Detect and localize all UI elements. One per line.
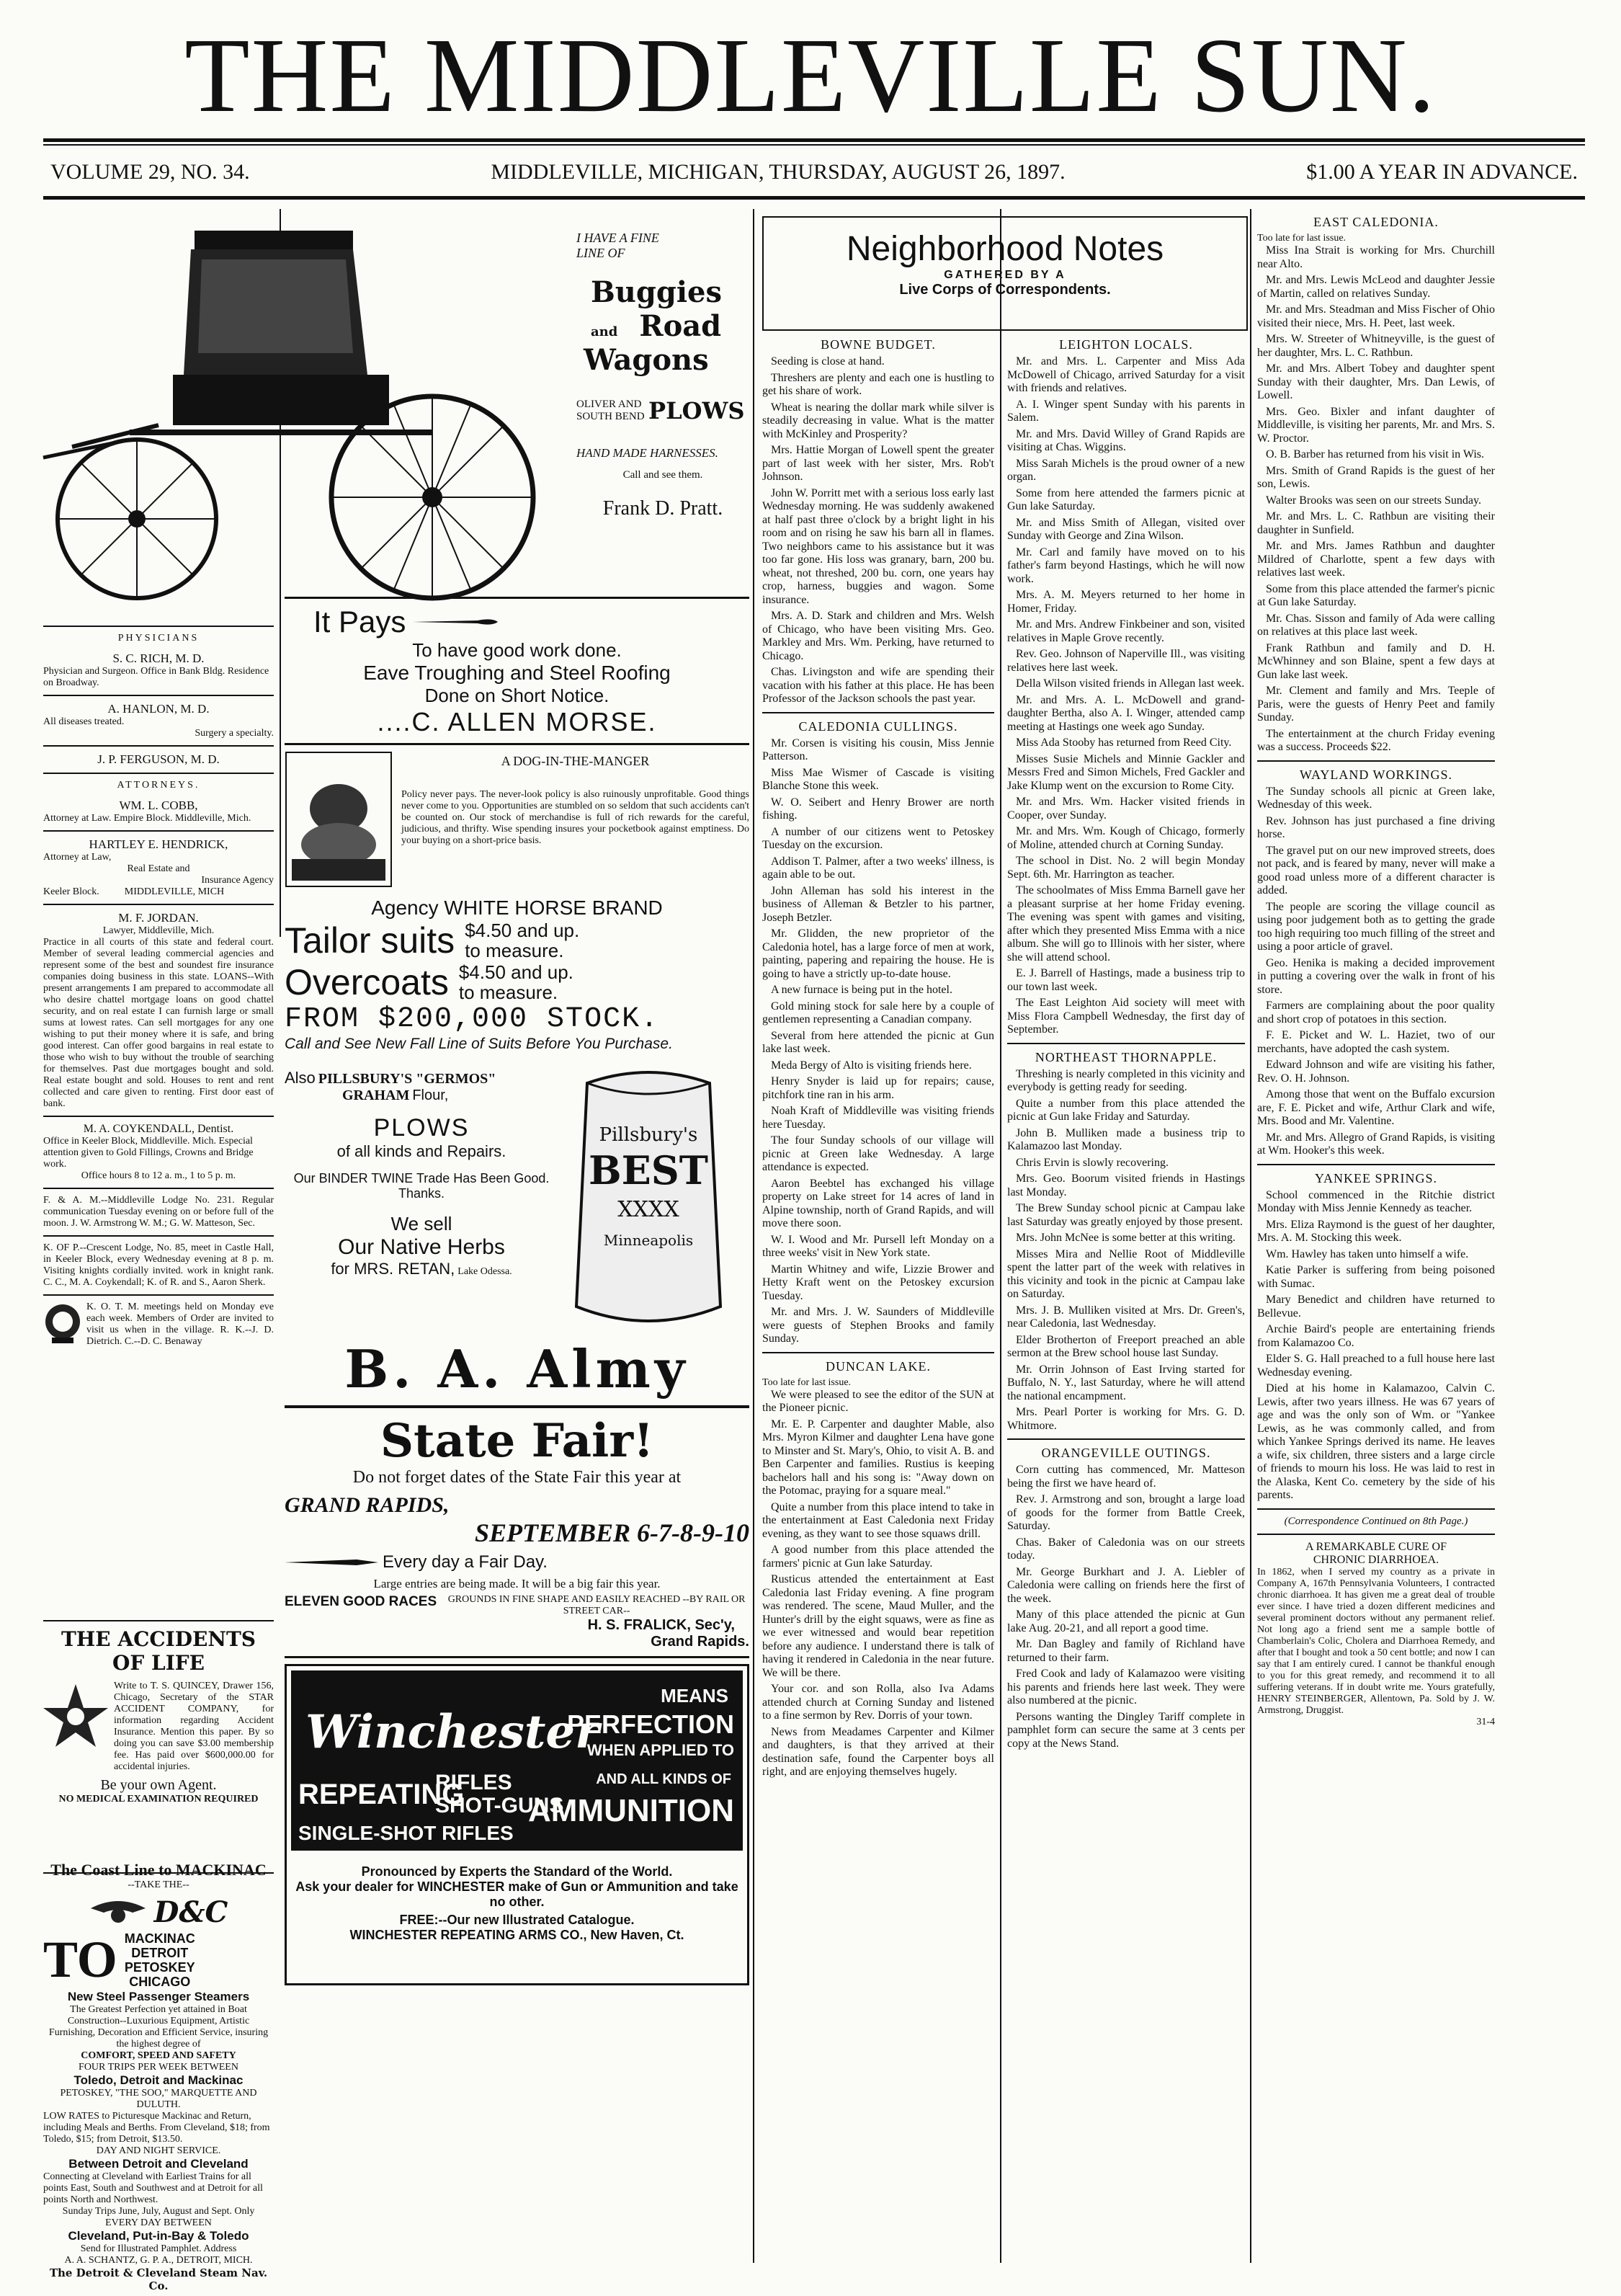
news-item: O. B. Barber has returned from his visit in Wis.: [1266, 448, 1485, 460]
news-item: Mr. and Mrs. Steadman and Miss Fischer of Ohio visited their niece, Mrs. H. Peet, last week.: [1257, 303, 1495, 329]
herbs-for: for MRS. RETAN,: [331, 1260, 455, 1278]
jordan-sub: Lawyer, Middleville, Mich.: [102, 925, 215, 936]
news-item: The school in Dist. No. 2 will begin Monday Sept. 6th. Mr. Harrington as teacher.: [1007, 855, 1245, 881]
news-item: Misses Mira and Nellie Root of Middleville spent the latter part of the week with relatives in this vicinity and took in the picnic at Campau lake on Saturday.: [1007, 1247, 1245, 1300]
duncan-items: [762, 1389, 994, 1779]
jordan-text: Practice in all courts of this state and federal court. Member of several leading commercial agencies and represent some of the best and soundest fire insurance companies doing business in this state. LOANS--With present arrangements I am prepared to accommodate all who desire chattel mortgage loans on good chattel security, and on real estate I can furnish large or small sums at lowest rates. Can sell mortgages for any one wishing to put their money where it is safe, and bring good interest. Can offer good bargains in real estate to those who wish to buy without the trouble of searching for themselves. Past due mortgages bought and sold. Real estate bought and sold. Houses to rent and rent collected and care given to renting. First door east of bank.: [43, 937, 274, 1109]
mackinac-day-night: DAY AND NIGHT SERVICE.: [96, 2145, 221, 2156]
news-item: Fred Cook and lady of Kalamazoo were visiting his parents and friends here last week. They were also numbered at the picnic.: [1007, 1668, 1245, 1707]
wayland-head: WAYLAND WORKINGS.: [1299, 767, 1452, 782]
fair-races: ELEVEN GOOD RACES: [285, 1594, 437, 1609]
ferguson-name: J. P. FERGUSON, M. D.: [97, 752, 220, 766]
accidents-footer: NO MEDICAL EXAMINATION REQUIRED: [58, 1794, 259, 1805]
mackinac-route2: Between Detroit and Cleveland: [68, 2157, 249, 2171]
hendrick-text2: Real Estate and: [127, 863, 190, 874]
morse-name: ....C. ALLEN MORSE.: [377, 707, 657, 737]
pratt-wagons: Wagons: [584, 343, 709, 377]
winchester-banner: [291, 1670, 743, 1851]
mackinac-send: Send for Illustrated Pamphlet. Address: [80, 2243, 237, 2254]
state-fair-ad: [285, 1414, 749, 1650]
news-item: The gravel put on our new improved streets, does not pack, and is feared by many, never will make a good road unless more of a different character is added.: [1257, 844, 1495, 896]
neighborhood-sub1: GATHERED BY A: [944, 269, 1066, 281]
neighborhood-title: Neighborhood Notes: [846, 230, 1164, 268]
hanlon-text2: Surgery a specialty.: [195, 728, 274, 739]
overcoats: Overcoats: [285, 962, 449, 1002]
mackinac-title-text: The Coast Line to MACKINAC: [50, 1861, 267, 1879]
news-item: School commenced in the Ritchie district Monday with Miss Jennie Kennedy as teacher.: [1257, 1188, 1495, 1214]
physicians-head: PHYSICIANS: [117, 633, 200, 644]
herbs-place: Lake Odessa.: [457, 1266, 512, 1277]
winchester-applied: WHEN APPLIED TO: [586, 1741, 734, 1759]
pratt-plows1: OLIVER AND: [576, 399, 642, 410]
news-item: A number of our citizens went to Petoskey Tuesday on the excursion.: [762, 825, 994, 851]
column-rule: [1250, 209, 1251, 2263]
news-item: Wheat is nearing the dollar mark while silver is steadily decreasing in value. What is the matter with McKinley and Prosperity?: [762, 401, 994, 440]
rich-name: S. C. RICH, M. D.: [112, 651, 205, 665]
pratt-and: and: [591, 324, 618, 339]
mason-text: F. & A. M.--Middleville Lodge No. 231. Regular communication Tuesday evening on or before full of the moon. J. W. Armstrong W. M.; G. W. Matteson, Sec.: [43, 1195, 274, 1229]
news-item: Some from here attended the farmers picnic at Gun lake Saturday.: [1007, 486, 1245, 512]
news-item: Martin Whitney and wife, Lizzie Brower and Hetty Kraft went on the Petoskey excursion Tuesday.: [762, 1263, 994, 1302]
pratt-name: Frank D. Pratt.: [602, 497, 723, 520]
hendrick-text3: Insurance Agency: [201, 875, 274, 886]
news-item: The schoolmates of Miss Emma Barnell gave her a pleasant surprise at her home Friday evening. The evening was spent with games and visiting, after which they presented Miss Emma with a nice album. She will go to Illinois with her sister, where she will attend school.: [1007, 884, 1245, 964]
mackinac-trips: FOUR TRIPS PER WEEK BETWEEN: [79, 2062, 238, 2073]
news-item: Mr. Clement and family and Mrs. Teeple of Paris, were the guests of Henry Peet and family Sunday.: [1257, 685, 1495, 724]
duncan-sub: Too late for last issue.: [762, 1376, 852, 1388]
news-item: Farmers are complaining about the poor quality and short crop of potatoes in this section.: [1257, 1000, 1495, 1025]
place-date: MIDDLEVILLE, MICHIGAN, THURSDAY, AUGUST 26, 1897.: [491, 160, 1066, 184]
fair-dates: SEPTEMBER 6-7-8-9-10: [474, 1518, 749, 1547]
column-3: [762, 332, 994, 2270]
fair-city: GRAND RAPIDS,: [285, 1493, 450, 1517]
remedy-text: In 1862, when I served my country as a private in Company A, 167th Pennsylvania Volunteers, I contracted chronic diarrhoea. It has given me a great deal of trouble ever since. I have tried a dozen different medicines and several prominent doctors without any permanent relief. Not long ago a friend sent me a sample bottle of Chamberlain's Colic, Cholera and Diarrhoea Remedy, and after that I bought and took a 50 cent bottle; and now I can say that I am entirely cured. I cannot be thankful enough to you for this great remedy, and recommend it to all suffering veterans. If in doubt write me. Yours gratefully, HENRY STEINBERGER, Allentown, Pa. Sold by J. W. Armstrong, Druggist.: [1257, 1566, 1495, 1716]
news-item: Mr. and Mrs. James Rathbun and daughter Mildred of Charlotte, spent a few days with relatives last week.: [1257, 540, 1495, 579]
winchester-perfection: PERFECTION: [566, 1709, 734, 1739]
news-item: A good number from this place attended the farmers' picnic at Gun lake Saturday.: [762, 1544, 994, 1570]
news-item: Mrs. A. M. Meyers returned to her home in Homer, Friday.: [1007, 589, 1245, 615]
pratt-line1: I HAVE A FINE: [576, 231, 659, 245]
news-item: Chris Ervin is slowly recovering.: [1016, 1156, 1169, 1169]
news-item: Miss Mae Wismer of Cascade is visiting Blanche Stone this week.: [762, 766, 994, 792]
column-rule: [753, 209, 754, 2263]
we-sell: We sell: [390, 1213, 452, 1234]
winchester-rifles: RIFLES: [435, 1771, 512, 1794]
news-item: Mr. E. P. Carpenter and daughter Mable, also Mrs. Myron Kilmer and daughter Lena have gone to Minster and St. Mary's, Ohio, to visit A. B. and Ben Carpenter and families. Rustius is keeping bachelors hall and his song is: "Away down on the Potomac, praying for a square meal.": [762, 1418, 994, 1497]
east-sub: Too late for last issue.: [1257, 233, 1347, 244]
price: $1.00 A YEAR IN ADVANCE.: [1306, 160, 1578, 184]
mackinac-route2-text: Connecting at Cleveland with Earliest Trains for all points East, South and Southwest and at Detroit for all points North and Northwest.: [43, 2171, 263, 2205]
mackinac-take: --TAKE THE--: [128, 1879, 189, 1890]
remedy-head1: A REMARKABLE CURE OF: [1305, 1540, 1447, 1553]
news-item: Mr. and Miss Smith of Allegan, visited over Sunday with George and Zina Wilson.: [1007, 516, 1245, 542]
flour: Flour,: [412, 1087, 449, 1103]
news-item: Mrs. Eliza Raymond is the guest of her daughter, Mrs. A. M. Stocking this week.: [1257, 1218, 1495, 1244]
news-item: Rev. Geo. Johnson of Naperville Ill., was visiting relatives here last week.: [1007, 648, 1245, 674]
news-item: The Brew Sunday school picnic at Campau lake last Saturday was greatly enjoyed by those present.: [1007, 1202, 1245, 1228]
hendrick-name: HARTLEY E. HENDRICK,: [89, 837, 228, 851]
almy-ad: [285, 751, 749, 1400]
pratt-call: Call and see them.: [622, 469, 703, 481]
mackinac-comfort: COMFORT, SPEED AND SAFETY: [81, 2050, 236, 2061]
morse-line1: To have good work done.: [412, 639, 622, 661]
winchester-brand: Winchester: [305, 1705, 599, 1759]
news-item: Mrs. Pearl Porter is working for Mrs. G. D. Whitmore.: [1007, 1406, 1245, 1432]
fair-grounds: GROUNDS IN FINE SHAPE AND EASILY REACHED --BY RAIL OR STREET CAR--: [447, 1594, 746, 1616]
news-item: Mr. and Mrs. David Willey of Grand Rapids are visiting at Chas. Wiggins.: [1007, 427, 1245, 453]
plows: PLOWS: [373, 1114, 470, 1142]
news-item: Seeding is close at hand.: [771, 355, 885, 368]
hendrick-text1: Attorney at Law,: [43, 852, 112, 863]
news-item: Mrs. Hattie Morgan of Lowell spent the greater part of last week with her sister, Mrs. Rob't Johnson.: [762, 444, 994, 483]
news-item: Archie Baird's people are entertaining friends from Kalamazoo Co.: [1257, 1323, 1495, 1349]
winchester-means: MEANS: [661, 1685, 728, 1707]
flour-sack-illustration: [566, 1062, 731, 1335]
tailor: Tailor suits: [285, 920, 455, 961]
winchester-shotguns: SHOT-GUNS: [435, 1794, 564, 1817]
business-directory: [43, 620, 274, 1614]
dateline: [50, 160, 1578, 189]
accidents-title: THE ACCIDENTS OF LIFE: [61, 1627, 256, 1675]
neighborhood-header: [762, 216, 1248, 331]
binder: Our BINDER TWINE Trade Has Been Good. Thanks.: [293, 1171, 550, 1201]
neighborhood-sub2: Live Corps of Correspondents.: [899, 282, 1111, 298]
duncan-head: DUNCAN LAKE.: [826, 1358, 931, 1374]
news-item: W. I. Wood and Mr. Pursell left Monday on a three weeks' visit in New York state.: [762, 1233, 994, 1259]
dog-illustration: [285, 751, 393, 888]
winchester-single: SINGLE-SHOT RIFLES: [298, 1822, 514, 1844]
agency: Agency WHITE HORSE BRAND: [371, 896, 663, 919]
news-item: Mr. and Mrs. Wm. Kough of Chicago, formerly of Moline, attended church at Corning Sunday.: [1007, 825, 1245, 851]
masthead: THE MIDDLEVILLE SUN.: [184, 17, 1437, 135]
leighton-items: [1007, 355, 1245, 1037]
herbs: Our Native Herbs: [338, 1235, 505, 1259]
coykendall-name: M. A. COYKENDALL, Dentist.: [83, 1123, 234, 1135]
morse-ad: [285, 605, 749, 737]
caledonia-items: [762, 737, 994, 1346]
winchester-ammunition: AMMUNITION: [528, 1793, 734, 1828]
winchester-all-kinds: AND ALL KINDS OF: [596, 1771, 731, 1787]
news-item: Rusticus attended the entertainment at East Caledonia last Friday evening. A fine program was rendered. The scene, Maud Muller, and the Hunter's drill by the eight squaws, were as fine as we ever witnessed and would bear repetition before any audience. I understand there is talk of having it rendered in Caledonia in the near future. We will be there.: [762, 1573, 994, 1679]
hanlon-text: All diseases treated.: [43, 716, 125, 727]
news-item: Miss Ada Stooby has returned from Reed City.: [1016, 737, 1232, 749]
news-item: News from Meadames Carpenter and Kilmer and daughters, is that they arrived at their destination safe, found the Carpenter boys all right, and are enjoying themselves hugely.: [762, 1725, 994, 1778]
news-item: F. E. Picket and W. L. Haziet, two of our merchants, have adopted the cash system.: [1257, 1029, 1495, 1055]
coykendall-text: Office in Keeler Block, Middleville. Mich. Especial attention given to Gold Fillings, Crowns and Bridge work.: [43, 1136, 254, 1170]
news-item: The people are scoring the village council as using poor judgement both as to getting the grade too high requiring too much filling of the street and using a poor article of gravel.: [1257, 900, 1495, 953]
news-item: Della Wilson visited friends in Allegan last week.: [1016, 677, 1245, 690]
caledonia-head: CALEDONIA CULLINGS.: [798, 718, 958, 734]
kotm-text: K. O. T. M. meetings held on Monday eve each week. Members of Order are invited to visit us when in the village. R. K.--J. D. Dietrich. C.--D. C. Benaway: [86, 1301, 274, 1347]
news-item: A. I. Winger spent Sunday with his parents in Salem.: [1007, 398, 1245, 424]
mackinac-to: TO: [43, 1931, 117, 1988]
news-item: John B. Mulliken made a business trip to Kalamazoo last Monday.: [1007, 1126, 1245, 1152]
news-item: Threshers are plenty and each one is hustling to get his share of work.: [762, 371, 994, 397]
orangeville-items: [1007, 1464, 1245, 1750]
winchester-pronounced: Pronounced by Experts the Standard of the World.: [361, 1864, 673, 1879]
news-item: Chas. Baker of Caledonia was on our streets today.: [1007, 1536, 1245, 1562]
pillsbury: PILLSBURY'S "GERMOS": [318, 1071, 496, 1087]
news-item: Some from this place attended the farmer's picnic at Gun lake Saturday.: [1257, 582, 1495, 608]
pratt-plows-word: PLOWS: [648, 397, 745, 424]
mackinac-route1-sub: PETOSKEY, "THE SOO," MARQUETTE AND DULUTH.: [60, 2088, 257, 2110]
mackinac-dest1: MACKINAC: [124, 1931, 195, 1946]
news-item: Elder Brotherton of Freeport preached an able sermon at the Brew school house last Sunday.: [1007, 1333, 1245, 1359]
accidents-text: Write to T. S. QUINCEY, Drawer 156, Chicago, Secretary of the STAR ACCIDENT COMPANY, for information regarding Accident Insurance. Mention this paper. By so doing you can save $3.00 membership fee. Has paid over $600,000.00 for accidental injuries.: [114, 1681, 274, 1772]
east-head: EAST CALEDONIA.: [1313, 215, 1439, 229]
buggy-illustration: [29, 209, 548, 613]
morse-line3: Done on Short Notice.: [424, 685, 609, 706]
hendrick-text4: Keeler Block. MIDDLEVILLE, MICH: [43, 886, 225, 897]
sack-label-4: Minneapolis: [603, 1232, 694, 1249]
news-item: Died at his home in Kalamazoo, Calvin C. Lewis, after two years illness. He was 67 years of age and was the only son of Wm. or "Yankee Lewis, as he was commonly called, and from which Yankee Springs derived its name. He leaves a wife, six children, three sisters and a large circle of friends to mourn his loss. He was laid to rest in the Alaska, Kent Co. cemetery by the side of his parents.: [1257, 1382, 1495, 1501]
news-item: Among those that went on the Buffalo excursion are, F. E. Picket and wife, Arthur Clark and wife, Mrs. Bood and Mr. Valentine.: [1257, 1088, 1495, 1127]
pratt-buggies: Buggies: [591, 275, 722, 309]
column-4: [1007, 332, 1245, 2270]
news-item: Meda Bergy of Alto is visiting friends here.: [771, 1059, 972, 1072]
accidents-agent: Be your own Agent.: [100, 1777, 217, 1793]
attorneys-head: ATTORNEYS.: [117, 780, 200, 791]
remedy-head2: CHRONIC DIARRHOEA.: [1313, 1553, 1439, 1566]
sack-label-3: XXXX: [617, 1197, 679, 1222]
news-item: Mr. and Mrs. Albert Tobey and daughter spent Sunday with their daughter, Mrs. Dan Lewis, of Lowell.: [1257, 362, 1495, 401]
graham: GRAHAM: [342, 1087, 410, 1103]
news-item: Mary Benedict and children have returned to Bellevue.: [1257, 1294, 1495, 1320]
mackinac-rates: LOW RATES to Picturesque Mackinac and Return, including Meals and Berths. From Cleveland, $18; from Toledo, $15; from Detroit, $13.50.: [43, 2111, 270, 2145]
masthead-rule: [43, 138, 1585, 142]
morse-it-pays: It Pays: [313, 605, 406, 638]
overcoats-sub: to measure.: [458, 982, 558, 1003]
news-item: Mr. George Burkhart and J. A. Liebler of Caledonia were calling on friends here the first of the week.: [1007, 1565, 1245, 1605]
news-item: Geo. Henika is making a decided improvement in putting a covering over the walk in front of his store.: [1257, 956, 1495, 996]
news-item: Mr. Corsen is visiting his cousin, Miss Jennie Patterson.: [762, 737, 994, 762]
dog-head: A DOG-IN-THE-MANGER: [501, 754, 650, 768]
pratt-plows2: SOUTH BEND: [576, 411, 645, 422]
volume: VOLUME 29, NO. 34.: [50, 160, 250, 184]
sack-label-2: BEST: [589, 1147, 708, 1193]
yankee-head: YANKEE SPRINGS.: [1314, 1170, 1438, 1185]
news-item: Many of this place attended the picnic at Gun lake Aug. 20-21, and all report a good time.: [1007, 1608, 1245, 1634]
news-item: Mrs. A. D. Stark and children and Mrs. Welsh of Chicago, who have been visiting Mrs. Geo. Markley and Mrs. Wm. Perking, have returned to Chicago.: [762, 610, 994, 662]
mackinac-dest4: CHICAGO: [129, 1974, 191, 1989]
news-item: Several from here attended the picnic at Gun lake last week.: [762, 1029, 994, 1055]
mackinac-text1: The Greatest Perfection yet attained in Boat Construction--Luxurious Equipment, Artistic Furnishing, Decoration and Efficient Service, insuring the highest degree of: [48, 2004, 269, 2050]
tailor-sub: to measure.: [465, 940, 564, 961]
mackinac-ad: [43, 1861, 274, 2292]
thornapple-items: [1007, 1068, 1245, 1433]
news-item: A new furnace is being put in the hotel.: [771, 984, 952, 996]
east-items: [1257, 244, 1495, 755]
news-item: Mr. and Mrs. Andrew Finkbeiner and son, visited relatives in Maple Grove recently.: [1007, 618, 1245, 644]
news-item: Edward Johnson and wife are visiting his father, Rev. O. H. Johnson.: [1257, 1059, 1495, 1085]
sack-label-1: Pillsbury's: [599, 1124, 698, 1146]
news-item: Mr. and Mrs. A. L. McDowell and grand-daughter Bertha, also A. I. Winger, attended camp meeting at Hastings one week ago Sunday.: [1007, 693, 1245, 733]
news-item: Katie Parker is suffering from being poisoned with Sumac.: [1257, 1264, 1495, 1290]
star-emblem-icon: [43, 1681, 108, 1760]
news-item: Your cor. and son Rolla, also Iva Adams attended church at Corning Sunday and listened to a fine sermon by Rev. Dorris of your town.: [762, 1683, 994, 1722]
pointing-hand-icon: [413, 615, 499, 629]
news-item: Mr. Carl and family have moved on to his father's farm beyond Hastings, which he will now work.: [1007, 546, 1245, 585]
news-item: Mr. Orrin Johnson of East Irving started for Buffalo, N. Y., last Saturday, where he will attend the national encampment.: [1007, 1363, 1245, 1402]
winchester-company: WINCHESTER REPEATING ARMS CO., New Haven, Ct.: [349, 1928, 684, 1942]
eagle-icon: [89, 1894, 147, 1930]
news-item: Rev. Johnson has just purchased a fine driving horse.: [1257, 814, 1495, 840]
news-item: Wm. Hawley has taken unto himself a wife.: [1266, 1247, 1469, 1260]
winchester-ad: [285, 1664, 749, 1985]
news-item: Elder S. G. Hall preached to a full house here last Wednesday evening.: [1257, 1353, 1495, 1379]
bowne-head: BOWNE BUDGET.: [821, 337, 936, 352]
stock: FROM $200,000 STOCK.: [285, 1003, 660, 1036]
winchester-free: FREE:--Our new Illustrated Catalogue.: [399, 1913, 635, 1927]
news-item: Mrs. Geo. Boorum visited friends in Hastings last Monday.: [1007, 1173, 1245, 1198]
pratt-road: Road: [639, 309, 722, 343]
news-item: Mr. and Mrs. L. Carpenter and Miss Ada McDowell of Chicago, arrived Saturday for a visit with friends and relatives.: [1007, 355, 1245, 394]
news-item: Mrs. John McNee is some better at this writing.: [1016, 1232, 1236, 1244]
mackinac-dc: D&C: [153, 1895, 228, 1929]
kotm-emblem-icon: [43, 1301, 82, 1345]
mackinac-address: A. A. SCHANTZ, G. P. A., DETROIT, MICH.: [64, 2255, 253, 2266]
news-item: Rev. J. Armstrong and son, brought a large load of goods for the former from Battle Creek, Saturday.: [1007, 1493, 1245, 1532]
news-item: Mrs. W. Streeter of Whitneyville, is the guest of her daughter, Mrs. L. C. Rathbun.: [1257, 333, 1495, 359]
coykendall-hours: Office hours 8 to 12 a. m., 1 to 5 p. m.: [81, 1170, 236, 1181]
jordan-name: M. F. JORDAN.: [118, 911, 199, 925]
mackinac-route1: Toledo, Detroit and Mackinac: [73, 2073, 244, 2087]
news-item: Gold mining stock for sale here by a couple of gentlemen representing a Canadian company.: [762, 1000, 994, 1025]
news-item: John W. Porritt met with a serious loss early last Wednesday morning. He was suddenly awakened at half past three o'clock by a bright light in his room and on rising he saw his barn all in flames. Two neighbors came to his assistance but it was too far gone. His loss was granary, barn, 200 bu. wheat, not threshed, 200 bu. corn, one years hay crop, harness, buggies and wagon. Some insurance.: [762, 486, 994, 606]
cobb-name: WM. L. COBB,: [119, 798, 198, 812]
mackinac-steamers: New Steel Passenger Steamers: [67, 1990, 250, 2003]
mackinac-every-day: EVERY DAY BETWEEN: [105, 2217, 212, 2228]
news-item: Mr. and Mrs. Wm. Hacker visited friends in Cooper, over Sunday.: [1007, 796, 1245, 822]
hanlon-name: A. HANLON, M. D.: [107, 702, 210, 716]
news-item: Addison T. Palmer, after a two weeks' illness, is again able to be out.: [762, 855, 994, 881]
news-item: E. J. Barrell of Hastings, made a business trip to our town last week.: [1007, 967, 1245, 993]
news-item: Threshing is nearly completed in this vicinity and everybody is getting ready for seeding.: [1007, 1067, 1245, 1093]
dog-text: Policy never pays. The never-look policy is also ruinously unprofitable. Good things never come to you. Opportunities are stumbled on so seldom that such accidents can't be counted on. Our stock of merchandise is full of rich rewards for the careful, judicious, and thrifty. Wise spending insures your pocketbook against emptiness. Do your buying on a short-price basis.: [401, 789, 749, 846]
pratt-line2: LINE OF: [576, 246, 625, 260]
mackinac-route3: Cleveland, Put-in-Bay & Toledo: [68, 2229, 249, 2243]
column-rule: [1000, 209, 1001, 2263]
news-item: Quite a number from this place intend to take in the entertainment at East Caledonia next Friday evening, as they want to see those squaws drill.: [762, 1500, 994, 1540]
news-item: W. O. Seibert and Henry Brower are north fishing.: [762, 796, 994, 822]
cobb-text: Attorney at Law. Empire Block. Middleville, Mich.: [43, 813, 251, 824]
fair-every: Every day a Fair Day.: [383, 1552, 548, 1572]
orangeville-head: ORANGEVILLE OUTINGS.: [1041, 1446, 1211, 1460]
mackinac-dest2: DETROIT: [131, 1945, 189, 1960]
almy-name: B. A. Almy: [344, 1338, 689, 1400]
call-line: Call and See New Fall Line of Suits Before You Purchase.: [285, 1036, 673, 1052]
rich-text: Physician and Surgeon. Office in Bank Bldg. Residence on Broadway.: [43, 666, 269, 688]
fair-entries: Large entries are being made. It will be a big fair this year.: [373, 1577, 661, 1590]
news-item: The entertainment at the church Friday evening was a success. Proceeds $22.: [1257, 727, 1495, 753]
fair-city2: Grand Rapids.: [651, 1634, 749, 1650]
pratt-harness: HAND MADE HARNESSES.: [576, 446, 718, 460]
news-item: Persons wanting the Dingley Tariff complete in pamphlet form can secure the same at 3 cents per copy at the News Stand.: [1007, 1710, 1245, 1750]
news-item: Henry Snyder is laid up for repairs; cause, pitchfork tine ran in his arm.: [762, 1075, 994, 1101]
tailor-price: $4.50 and up.: [465, 920, 580, 941]
news-item: Mrs. Geo. Bixler and infant daughter of Middleville, is visiting her parents, Mr. and Mrs. S. W. Proctor.: [1257, 405, 1495, 445]
morse-line2: Eave Troughing and Steel Roofing: [363, 662, 671, 684]
bowne-items: [762, 355, 994, 706]
wayland-items: [1257, 786, 1495, 1158]
fair-line1: Do not forget dates of the State Fair this year at: [352, 1468, 682, 1487]
arrow-icon: [285, 1555, 378, 1570]
news-item: Aaron Beebtel has exchanged his village property on Lake street for 14 acres of land in Alpine township, north of Grand Rapids, and will move there soon.: [762, 1177, 994, 1229]
news-item: We were pleased to see the editor of the SUN at the Pioneer picnic.: [762, 1388, 994, 1414]
column-5: [1257, 215, 1495, 2269]
news-item: Mr. Dan Bagley and family of Richland have returned to their farm.: [1007, 1638, 1245, 1664]
news-item: Mr. and Mrs. Lewis McLeod and daughter Jessie of Martin, called on relatives Sunday.: [1257, 274, 1495, 300]
middle-ads: [285, 591, 749, 2270]
dateline-rule: [43, 196, 1585, 200]
news-item: Miss Sarah Michels is the proud owner of a new organ.: [1007, 457, 1245, 483]
news-item: Noah Kraft of Middleville was visiting friends here Tuesday.: [762, 1105, 994, 1131]
fair-sec: H. S. FRALICK, Sec'y,: [587, 1617, 735, 1633]
news-item: Mr. Glidden, the new proprietor of the Caledonia hotel, has a large force of men at work, painting, papering and repairing the house. He is going to have a strictly up-to-date house.: [762, 927, 994, 980]
news-item: Walter Brooks was seen on our streets Sunday.: [1266, 494, 1481, 507]
news-item: Mr. and Mrs. J. W. Saunders of Middleville were guests of Stephen Brooks and family Sunday.: [762, 1306, 994, 1345]
news-item: Mr. Chas. Sisson and family of Ada were calling on relatives at this place last week.: [1257, 612, 1495, 638]
plows-sub: of all kinds and Repairs.: [336, 1142, 506, 1160]
masthead-rule-thin: [43, 144, 1585, 146]
news-item: The East Leighton Aid society will meet with Miss Flora Campbell Wednesday, the first day of September.: [1007, 997, 1245, 1036]
also: Also: [285, 1069, 316, 1087]
mackinac-dest3: PETOSKEY: [124, 1959, 195, 1975]
news-item: Frank Rathbun and family and D. H. McWhinney and son Blaine, spent a few days at Gun lake last week.: [1257, 641, 1495, 681]
news-item: The Sunday schools all picnic at Green lake, Wednesday of this week.: [1257, 785, 1495, 811]
remedy-code: 31-4: [1476, 1716, 1495, 1727]
accidents-ad: [43, 1614, 274, 1866]
news-item: Mr. and Mrs. L. C. Rathbun are visiting their daughter in Sunfield.: [1257, 510, 1495, 536]
winchester-ask: Ask your dealer for WINCHESTER make of Gun or Ammunition and take no other.: [295, 1879, 738, 1909]
mackinac-company: The Detroit & Cleveland Steam Nav. Co.: [49, 2266, 268, 2292]
news-item: Mrs. J. B. Mulliken visited at Mrs. Dr. Green's, near Caledonia, last Wednesday.: [1007, 1304, 1245, 1330]
news-item: The four Sunday schools of our village will picnic at Green lake Wednesday. A large attendance is expected.: [762, 1134, 994, 1173]
news-item: Miss Ina Strait is working for Mrs. Churchill near Alto.: [1257, 244, 1495, 270]
winchester-repeating: REPEATING: [298, 1779, 465, 1810]
news-item: Quite a number from this place attended the picnic at Gun lake Friday and Saturday.: [1007, 1097, 1245, 1123]
yankee-items: [1257, 1189, 1495, 1503]
news-item: Mr. and Mrs. Allegro of Grand Rapids, is visiting at Wm. Hooker's this week.: [1257, 1131, 1495, 1157]
news-item: Mrs. Smith of Grand Rapids is the guest of her son, Lewis.: [1257, 464, 1495, 490]
news-item: John Alleman has sold his interest in the business of Alleman & Betzler to his partner, Joseph Betzler.: [762, 884, 994, 924]
fair-title: State Fair!: [380, 1414, 654, 1468]
news-item: Corn cutting has commenced, Mr. Matteson being the first we have heard of.: [1007, 1464, 1245, 1490]
overcoats-price: $4.50 and up.: [458, 961, 573, 983]
kop-text: K. OF P.--Crescent Lodge, No. 85, meet in Castle Hall, in Keeler Block, every Wednesday evening at 8 p. m. Visiting knights cordially invited. work in knight rank. C. C., M. A. Coykendall; K. of R. and S., Aaron Sherk.: [43, 1242, 274, 1288]
news-item: Misses Susie Michels and Minnie Gackler and Messrs Fred and Simon Michels, Fred Gackler and Jake Klump went on the excursion to Rome City.: [1007, 752, 1245, 792]
leighton-head: LEIGHTON LOCALS.: [1059, 337, 1193, 352]
thornapple-head: NORTHEAST THORNAPPLE.: [1035, 1049, 1218, 1064]
mackinac-sunday: Sunday Trips June, July, August and Sept. Only: [62, 2206, 255, 2217]
continued: (Correspondence Continued on 8th Page.): [1284, 1515, 1468, 1527]
news-item: Chas. Livingston and wife are spending their vacation with his father at this place. He has been Professor of the Jackson schools the past year.: [762, 666, 994, 705]
